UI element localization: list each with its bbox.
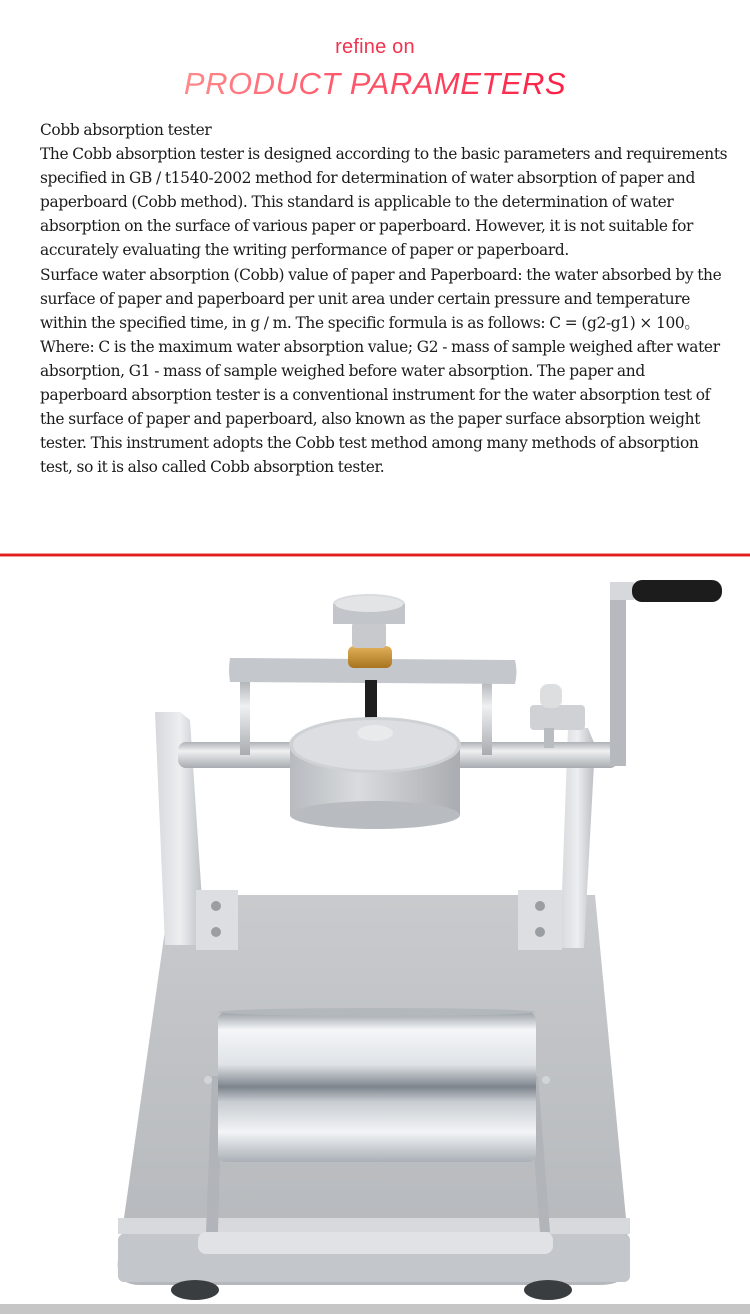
section-title: [0, 66, 750, 102]
description-paragraph-2: Surface water absorption (Cobb) value of paper and Paperboard: the water absorbed by the surface of paper and paperboard per unit area under certain pressure and temperature within the specified time, in g / m. The specific formula is as follows: C = (g2-g1) × 100。 Where: C is the maximum water absorption value; G2 - mass of sample weighed after water absorption, G1 - mass of sample weighed before water absorption. The paper and paperboard absorption tester is a conventional instrument for the water absorption test of the surface of paper and paperboard, also known as the paper surface absorption weight tester. This instrument adopts the Cobb test method among many methods of absorption test, so it is also called Cobb absorption tester.: [40, 265, 722, 477]
bottom-strip: [0, 1304, 750, 1314]
section-header: [0, 0, 750, 110]
product-photo: [0, 560, 750, 1304]
section-title-text: PRODUCT PARAMETERS: [183, 66, 567, 101]
section-subtitle: refine on: [335, 36, 415, 58]
product-name: Cobb absorption tester: [40, 121, 212, 139]
cobb-tester-illustration-icon: [0, 560, 750, 1304]
section-divider: [0, 553, 750, 557]
product-description: [40, 118, 730, 479]
description-paragraph-1: The Cobb absorption tester is designed according to the basic parameters and requirements specified in GB / t1540-2002 method for determination of water absorption of paper and paperboard (Cobb method). This standard is applicable to the determination of water absorption on the surface of various paper or paperboard. However, it is not suitable for accurately evaluating the writing performance of paper or paperboard.: [40, 145, 728, 260]
